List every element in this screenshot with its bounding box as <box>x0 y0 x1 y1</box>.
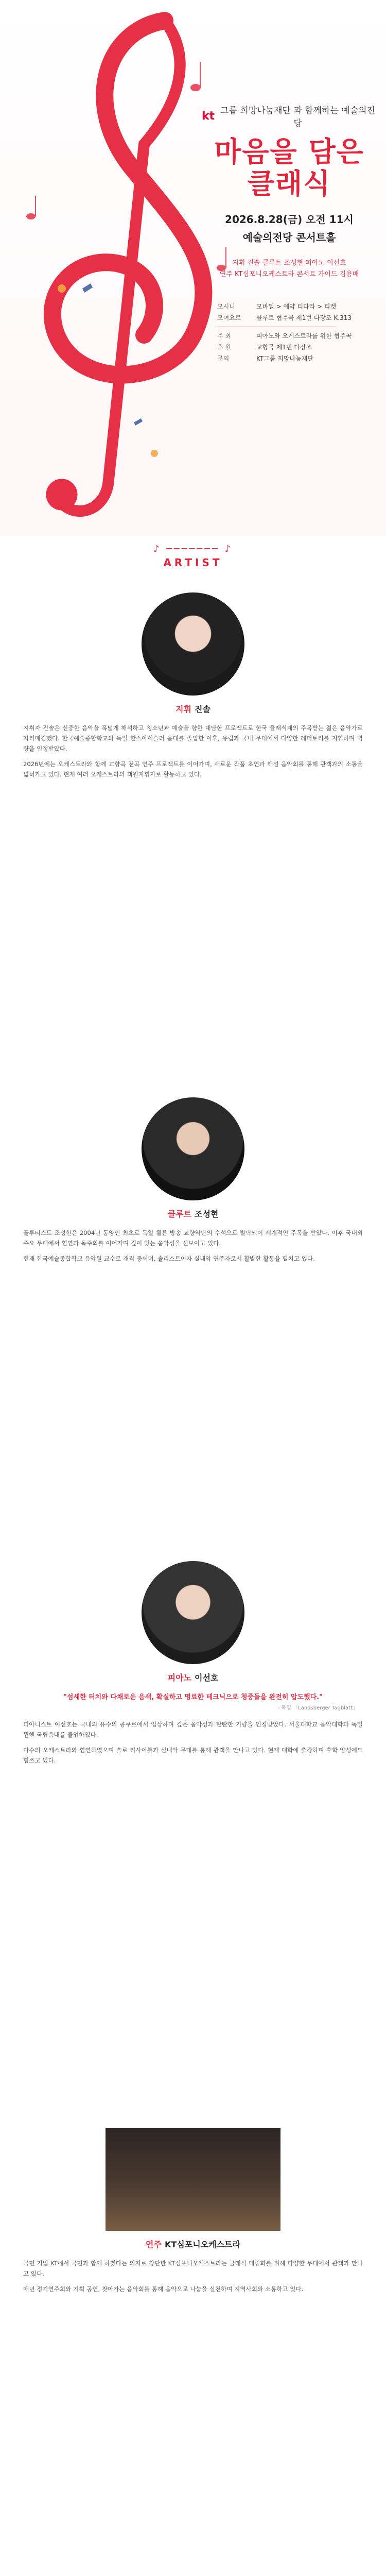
conductor-photo <box>142 592 244 696</box>
profile-conductor <box>0 592 386 785</box>
profile-name: 연주 KT심포니오케스트라 <box>146 2240 240 2249</box>
press-quote: "섬세한 터치와 다채로운 음색, 확실하고 명료한 테크닉으로 청중들을 완전히 압도했다." <box>63 1693 323 1701</box>
profile-pianist <box>0 1561 386 1771</box>
press-quote-source: - 독일 「Landsberger Tagblatt」 <box>277 1705 358 1711</box>
profile-orchestra <box>0 2128 386 2299</box>
profile-bio: 국민 기업 KT에서 국민과 함께 하겠다는 의지로 창단한 KT심포니오케스트라는 클래식 대중화를 위해 다양한 무대에서 관객과 만나고 있다. 매년 정기연주회와 기획 공연, 찾아가는 음악회를 통해 음악으로 나눔을 실천하며 지역사회와 소통하고 있다. <box>23 2260 363 2293</box>
profile-flutist <box>0 1097 386 1269</box>
info-table <box>217 301 377 364</box>
artist-label: ARTIST <box>163 556 223 569</box>
title-line-1: 마음을 담은 <box>214 135 364 168</box>
concert-date: 2026.8.28(금) 오전 11시 <box>225 213 354 226</box>
profile-name: 지휘 진솔 <box>176 704 210 714</box>
credit-line-2: 연주 KT심포니오케스트라 콘서트 가이드 김용배 <box>219 270 359 278</box>
credits <box>202 258 377 280</box>
info-row: 모여요로 클루트 협주곡 제1번 다장조 K.313 <box>217 314 352 321</box>
profile-bio: 플루티스트 조성현은 2004년 동양인 최초로 독일 쾰른 방송 교향악단의 수석으로 발탁되어 세계적인 주목을 받았다. 이후 국내외 주요 무대에서 협연과 독주회를 이어가며 깊이 있는 음악성을 선보이고 있다. 현재 한국예술종합학교 음악원 교수로 재직 중이며, 솔리스트이자 실내악 연주자로서 활발한 활동을 펼치고 있다. <box>23 1229 363 1262</box>
title-line-2: 클래식 <box>247 167 331 200</box>
concert-venue: 예술의전당 콘서트홀 <box>242 231 336 244</box>
profile-bio: 피아니스트 이선호는 국내외 유수의 콩쿠르에서 입상하며 깊은 음악성과 탄탄한 기량을 인정받았다. 서울대학교 음악대학과 독일 뮌헨 국립음대를 졸업하였다. 다수의 오케스트라와 협연하였으며 솔로 리사이틀과 실내악 무대를 통해 관객을 만나고 있다. 현재 대학에 출강하며 후학 양성에도 힘쓰고 있다. <box>23 1721 363 1764</box>
profile-name: 클루트 조성현 <box>167 1209 219 1219</box>
orchestra-photo <box>106 2128 280 2231</box>
hero-section <box>0 0 386 536</box>
hero-text-block <box>202 103 377 364</box>
pianist-photo <box>142 1561 244 1664</box>
concert-title <box>202 136 377 200</box>
brand-text: 그룹 희망나눔재단 과 함께하는 예술의전당 <box>220 106 375 129</box>
info-row: 주 최 피아노와 오케스트라를 위한 협주곡 <box>217 332 352 340</box>
artist-section-header <box>0 544 386 580</box>
credit-line-1: 지휘 진솔 클루트 조성현 피아노 이선호 <box>232 259 346 267</box>
flutist-photo <box>142 1097 244 1200</box>
profile-name: 피아노 이선호 <box>167 1673 219 1683</box>
info-row: 문의 KT그룹 희망나눔재단 <box>217 355 313 362</box>
info-row: 모시니 모바일 > 예약 티다라 > 티켓 <box>217 303 337 310</box>
info-row: 후 원 교향곡 제1번 다장조 <box>217 344 312 351</box>
brand-line <box>202 103 377 129</box>
kt-logo: kt <box>202 109 215 123</box>
profile-bio: 지휘자 진솔은 신중한 음악을 폭넓게 해석하고 청소년과 예술을 향한 대담한 프로젝트로 한국 클래식계의 주목받는 젊은 음악가로 자리매김했다. 한국예술종합학교와 독일 한스아이슬러 음대를 졸업한 이후, 유럽과 국내 무대에서 다양한 레퍼토리를 지휘하며 역량을 인정받았다. 2026년에는 오케스트라와 함께 교향곡 전곡 연주 프로젝트를 이어가며, 새로운 작품 초연과 해설 음악회를 통해 관객과의 소통을 넓혀가고 있다. 현재 여러 오케스트라의 객원지휘자로 활동하고 있다. <box>23 724 363 778</box>
music-note-icon: ♪ ─────── ♪ <box>153 544 233 554</box>
